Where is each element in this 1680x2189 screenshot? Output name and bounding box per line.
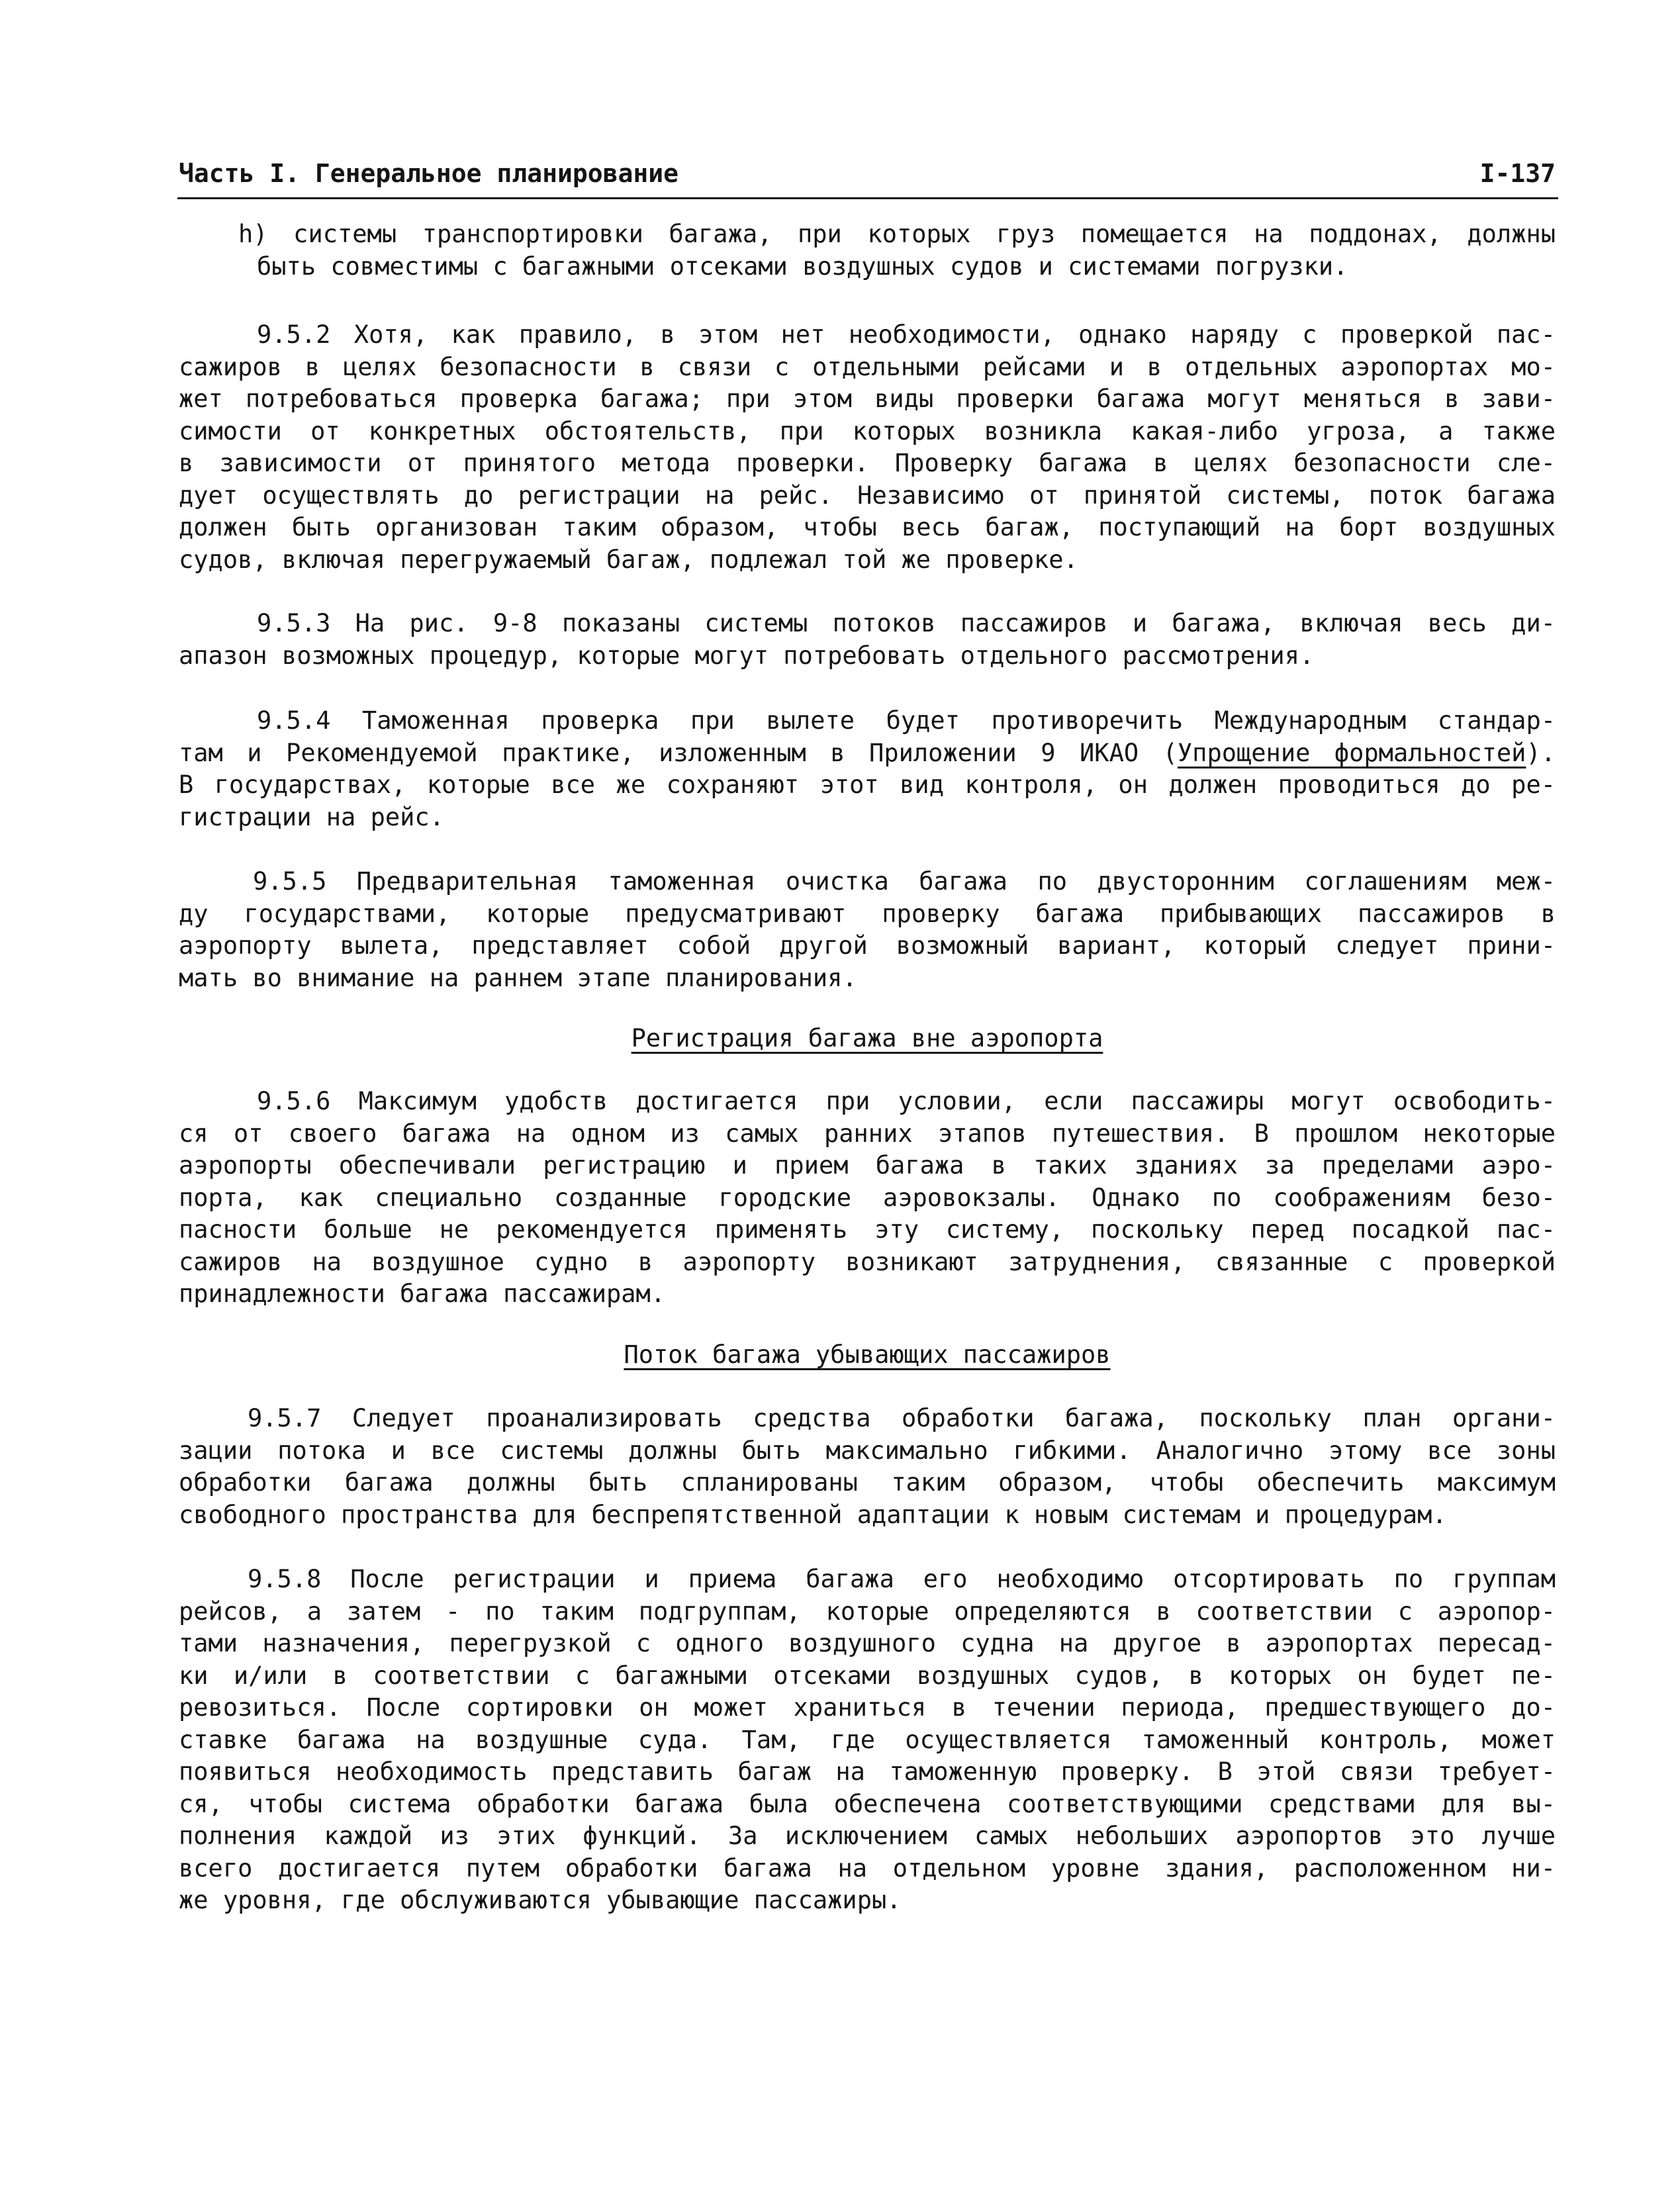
- paragraph-9-5-7: [179, 1403, 1556, 1531]
- paragraph-line: быть совместимы с багажными отсеками воздушных судов и системами погрузки.: [257, 252, 1348, 281]
- paragraph-9-5-5: [179, 866, 1556, 994]
- paragraph-line: [179, 737, 1556, 770]
- paragraph-line: 9.5.2 Хотя, как правило, в этом нет необходимости, однако наряду с проверкой пас-: [257, 320, 1556, 349]
- paragraph-line: гистрации на рейс.: [179, 802, 444, 831]
- paragraph-line: 9.5.8 После регистрации и приема багажа его необходимо отсортировать по группам: [248, 1565, 1556, 1593]
- paragraph-line: сажиров в целях безопасности в связи с отдельными рейсами и в отдельных аэропортах мо-: [179, 352, 1556, 381]
- paragraph-line: свободного пространства для беспрепятственной адаптации к новым системам и процедурам.: [179, 1500, 1447, 1529]
- paragraph-line: порта, как специально созданные городские аэровокзалы. Однако по соображениям безо-: [179, 1183, 1556, 1212]
- section-heading: [179, 1023, 1556, 1054]
- paragraph-line: 9.5.6 Максимум удобств достигается при условии, если пассажиры могут освободить-: [257, 1087, 1556, 1115]
- paragraph-line: тами назначения, перегрузкой с одного воздушного судна на другое в аэропортах пересад-: [179, 1629, 1556, 1657]
- paragraph-line: обработки багажа должны быть спланированы таким образом, чтобы обеспечить максимум: [179, 1468, 1556, 1497]
- paragraph-line: В государствах, которые все же сохраняют этот вид контроля, он должен проводиться до ре-: [179, 770, 1556, 799]
- paragraph-line: h) системы транспортировки багажа, при которых груз помещается на поддонах, должны: [238, 220, 1556, 248]
- paragraph-line: всего достигается путем обработки багажа на отдельном уровне здания, расположенном ни-: [179, 1853, 1556, 1883]
- paragraph-line: полнения каждой из этих функций. За исключением самых небольших аэропортов это лучше: [179, 1822, 1556, 1850]
- paragraph-line: в зависимости от принятого метода проверки. Проверку багажа в целях безопасности сле-: [179, 449, 1556, 477]
- page-header: [179, 154, 1556, 193]
- paragraph-line: ставке багажа на воздушные суда. Там, где осуществляется таможенный контроль, может: [179, 1725, 1556, 1754]
- paragraph-line: принадлежности багажа пассажирам.: [179, 1280, 666, 1308]
- paragraph-line: ся, чтобы система обработки багажа была обеспечена соответствующими средствами для вы-: [179, 1789, 1556, 1818]
- line-text: ).: [1526, 738, 1556, 767]
- paragraph-line: появиться необходимость представить багаж на таможенную проверку. В этой связи требует-: [179, 1757, 1556, 1786]
- paragraph-line: сажиров на воздушное судно в аэропорту возникают затруднения, связанные с проверкой: [179, 1247, 1556, 1276]
- paragraph-line: ки и/или в соответствии с багажными отсеками воздушных судов, в которых он будет пе-: [179, 1661, 1556, 1690]
- line-text: там и Рекомендуемой практике, изложенным в Приложении 9 ИКАО (: [179, 738, 1178, 767]
- paragraph-line: же уровня, где обслуживаются убывающие пассажиры.: [179, 1886, 902, 1914]
- paragraph-line: ду государствами, которые предусматривают проверку багажа прибывающих пассажиров в: [179, 899, 1556, 928]
- paragraph-line: мать во внимание на раннем этапе планирования.: [179, 963, 857, 992]
- section-heading: [179, 1339, 1556, 1371]
- paragraph-line: апазон возможных процедур, которые могут потребовать отдельного рассмотрения.: [179, 641, 1315, 670]
- paragraph-line: зации потока и все системы должны быть максимально гибкими. Аналогично этому все зоны: [179, 1436, 1556, 1465]
- paragraph-line: жет потребоваться проверка багажа; при этом виды проверки багажа могут меняться в зави-: [179, 385, 1556, 413]
- paragraph-9-5-3: [179, 608, 1556, 672]
- paragraph-line: судов, включая перегружаемый багаж, подлежал той же проверке.: [179, 545, 1078, 574]
- section-heading-text: Поток багажа убывающих пассажиров: [624, 1340, 1111, 1369]
- paragraph-line: ревозиться. После сортировки он может храниться в течении периода, предшествующего до-: [179, 1693, 1556, 1722]
- paragraph-line: 9.5.3 На рис. 9-8 показаны системы потоков пассажиров и багажа, включая весь ди-: [257, 609, 1556, 637]
- paragraph-9-5-4: [179, 705, 1556, 833]
- list-item-h: [238, 218, 1556, 283]
- paragraph-line: 9.5.7 Следует проанализировать средства обработки багажа, поскольку план органи-: [248, 1404, 1556, 1432]
- annex-title-underlined: Упрощение формальностей: [1177, 738, 1526, 767]
- section-heading-text: Регистрация багажа вне аэропорта: [631, 1024, 1103, 1052]
- paragraph-line: дует осуществлять до регистрации на рейс. Независимо от принятой системы, поток багажа: [179, 481, 1556, 510]
- paragraph-9-5-8: [179, 1563, 1556, 1917]
- page-title: Часть I. Генеральное планирование: [179, 159, 678, 188]
- paragraph-line: симости от конкретных обстоятельств, при которых возникла какая-либо угроза, а также: [179, 416, 1556, 445]
- paragraph-line: ся от своего багажа на одном из самых ранних этапов путешествия. В прошлом некоторые: [179, 1119, 1556, 1148]
- paragraph-line: рейсов, а затем - по таким подгруппам, которые определяются в соответствии с аэропор-: [179, 1597, 1556, 1626]
- paragraph-line: 9.5.4 Таможенная проверка при вылете будет противоречить Международным стандар-: [257, 706, 1556, 735]
- paragraph-line: аэропорты обеспечивали регистрацию и прием багажа в таких зданиях за пределами аэро-: [179, 1151, 1556, 1180]
- paragraph-line: пасности больше не рекомендуется применять эту систему, поскольку перед посадкой пас-: [179, 1215, 1556, 1244]
- paragraph-line: 9.5.5 Предварительная таможенная очистка багажа по двусторонним соглашениям меж-: [253, 867, 1556, 896]
- header-rule: [177, 197, 1558, 199]
- page-number: I-137: [1479, 159, 1556, 188]
- paragraph-9-5-6: [179, 1086, 1556, 1311]
- paragraph-line: должен быть организован таким образом, чтобы весь багаж, поступающий на борт воздушных: [179, 513, 1556, 541]
- paragraph-9-5-2: [179, 319, 1556, 576]
- paragraph-line: аэропорту вылета, представляет собой другой возможный вариант, который следует прини-: [179, 931, 1556, 960]
